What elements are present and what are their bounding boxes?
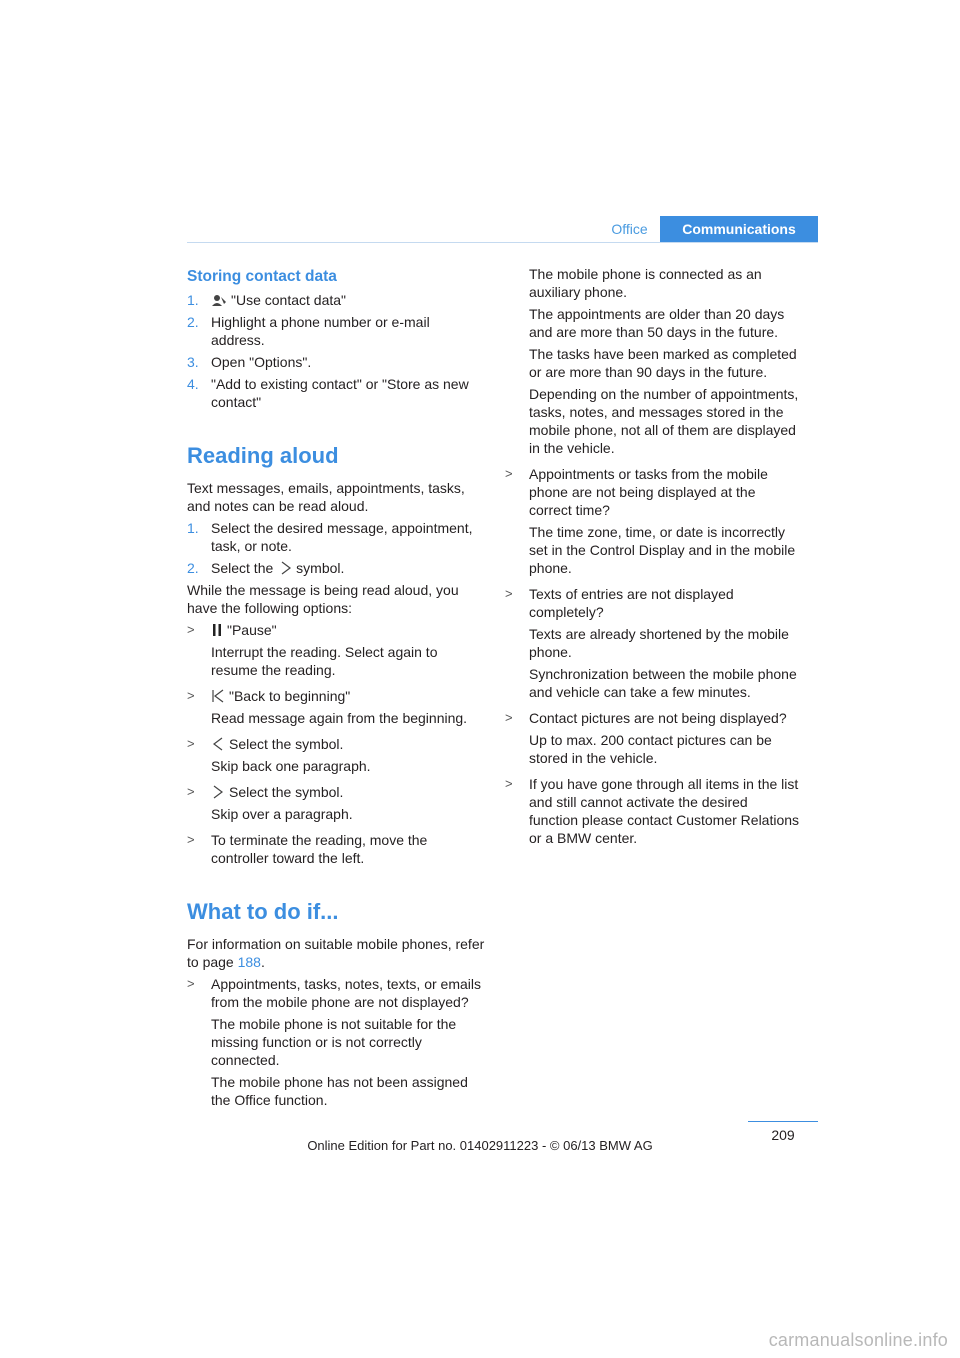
step-number: 1. xyxy=(187,292,199,308)
storing-contact-title: Storing contact data xyxy=(187,268,337,285)
answer-text: The tasks have been marked as completed or are more than 90 days in the future. xyxy=(529,346,797,380)
answer-text: The mobile phone is not suitable for the missing function or is not correctly connected. xyxy=(211,1016,457,1068)
question-1 xyxy=(187,975,487,1113)
reading-options-intro: While the message is being read aloud, you have the following options: xyxy=(187,582,459,616)
bullet-arrow: > xyxy=(187,976,195,991)
bullet-arrow: > xyxy=(505,466,513,481)
step-number: 4. xyxy=(187,376,199,392)
option-desc: To terminate the reading, move the controller toward the left. xyxy=(211,832,428,866)
header-tabs xyxy=(599,216,818,242)
step-number: 2. xyxy=(187,314,199,330)
step-number: 2. xyxy=(187,560,199,576)
answer-text: The appointments are older than 20 days and are more than 50 days in the future. xyxy=(529,306,785,340)
question-text: Contact pictures are not being displayed? xyxy=(529,710,787,726)
what-to-do-intro xyxy=(187,935,487,971)
bullet-arrow: > xyxy=(505,586,513,601)
option-desc: Interrupt the reading. Select again to resume the reading. xyxy=(211,644,438,678)
bullet-arrow: > xyxy=(505,710,513,725)
bullet-arrow: > xyxy=(187,832,195,847)
footer-edition: Online Edition for Part no. 01402911223 - © 06/13 BMW AG xyxy=(307,1138,653,1153)
reading-step-1 xyxy=(187,519,487,555)
what-to-do-title: What to do if... xyxy=(187,899,339,924)
intro-period: . xyxy=(260,954,265,970)
option-label: Select the symbol. xyxy=(229,784,344,800)
bullet-arrow: > xyxy=(187,622,195,637)
back-to-beginning-icon xyxy=(211,689,225,703)
play-arrow-icon xyxy=(280,561,292,575)
reading-option-pause xyxy=(187,621,487,683)
answer-text: Depending on the number of appointments, tasks, notes, and messages stored in the mobile phone, not all of them are displayed in the vehicle. xyxy=(529,386,799,456)
page-link-188[interactable]: 188 xyxy=(237,954,261,970)
storing-step-4 xyxy=(187,375,487,411)
answer-text: Synchronization between the mobile phone and vehicle can take a few minutes. xyxy=(529,666,797,700)
right-column xyxy=(505,265,800,851)
header-tab-office: Office xyxy=(599,216,660,242)
answer-text: The mobile phone is connected as an auxiliary phone. xyxy=(529,266,762,300)
reading-option-back-to-beginning xyxy=(187,687,487,731)
step-number: 3. xyxy=(187,354,199,370)
storing-step-2 xyxy=(187,313,487,349)
step-text: "Add to existing contact" or "Store as new contact" xyxy=(211,376,469,410)
bullet-arrow: > xyxy=(505,776,513,791)
step-text-post: symbol. xyxy=(296,560,345,576)
bullet-arrow: > xyxy=(187,736,195,751)
step-text-pre: Select the xyxy=(211,560,274,576)
question-4 xyxy=(505,709,800,771)
intro-text: For information on suitable mobile phones, refer to page xyxy=(187,936,485,970)
question-5 xyxy=(505,775,800,847)
option-label: Select the symbol. xyxy=(229,736,344,752)
question-text: If you have gone through all items in the list and still cannot activate the desired function please contact Customer Relations or a BMW center. xyxy=(529,776,800,846)
step-text: Highlight a phone number or e-mail address. xyxy=(211,314,430,348)
answer-text: The mobile phone has not been assigned the Office function. xyxy=(211,1074,468,1108)
answer-text: Texts are already shortened by the mobile phone. xyxy=(529,626,789,660)
step-text: Select the desired message, appointment, task, or note. xyxy=(211,520,473,554)
step-number: 1. xyxy=(187,520,199,536)
question-text: Appointments or tasks from the mobile phone are not being displayed at the correct time? xyxy=(529,466,768,518)
skip-forward-icon xyxy=(211,785,225,799)
question-3 xyxy=(505,585,800,705)
page-number-rule xyxy=(748,1121,818,1122)
storing-step-1 xyxy=(187,291,487,309)
bullet-arrow: > xyxy=(187,688,195,703)
step-text: Open "Options". xyxy=(211,354,312,370)
reading-option-terminate xyxy=(187,831,487,867)
option-label: "Pause" xyxy=(227,622,277,638)
page-number: 209 xyxy=(771,1127,795,1143)
answer-text: The time zone, time, or date is incorrectly set in the Control Display and in the mobile phone. xyxy=(529,524,796,576)
option-desc: Read message again from the beginning. xyxy=(211,710,468,726)
question-1-continued xyxy=(505,265,800,461)
reading-option-skip-back xyxy=(187,735,487,779)
option-desc: Skip back one paragraph. xyxy=(211,758,371,774)
header-rule xyxy=(187,242,818,243)
question-text: Appointments, tasks, notes, texts, or emails from the mobile phone are not displayed? xyxy=(211,976,482,1010)
step-text: "Use contact data" xyxy=(231,292,347,308)
pause-icon xyxy=(211,623,223,637)
option-desc: Skip over a paragraph. xyxy=(211,806,353,822)
option-label: "Back to beginning" xyxy=(229,688,351,704)
answer-text: Up to max. 200 contact pictures can be stored in the vehicle. xyxy=(529,732,772,766)
question-2 xyxy=(505,465,800,581)
watermark: carmanualsonline.info xyxy=(768,1330,948,1350)
reading-aloud-title: Reading aloud xyxy=(187,443,339,468)
reading-option-skip-forward xyxy=(187,783,487,827)
reading-step-2 xyxy=(187,559,487,577)
contact-icon xyxy=(211,293,227,307)
header-tab-communications: Communications xyxy=(660,216,818,242)
question-text: Texts of entries are not displayed completely? xyxy=(529,586,734,620)
left-column xyxy=(187,265,487,1117)
skip-back-icon xyxy=(211,737,225,751)
reading-intro: Text messages, emails, appointments, tasks, and notes can be read aloud. xyxy=(187,480,465,514)
storing-step-3 xyxy=(187,353,487,371)
bullet-arrow: > xyxy=(187,784,195,799)
